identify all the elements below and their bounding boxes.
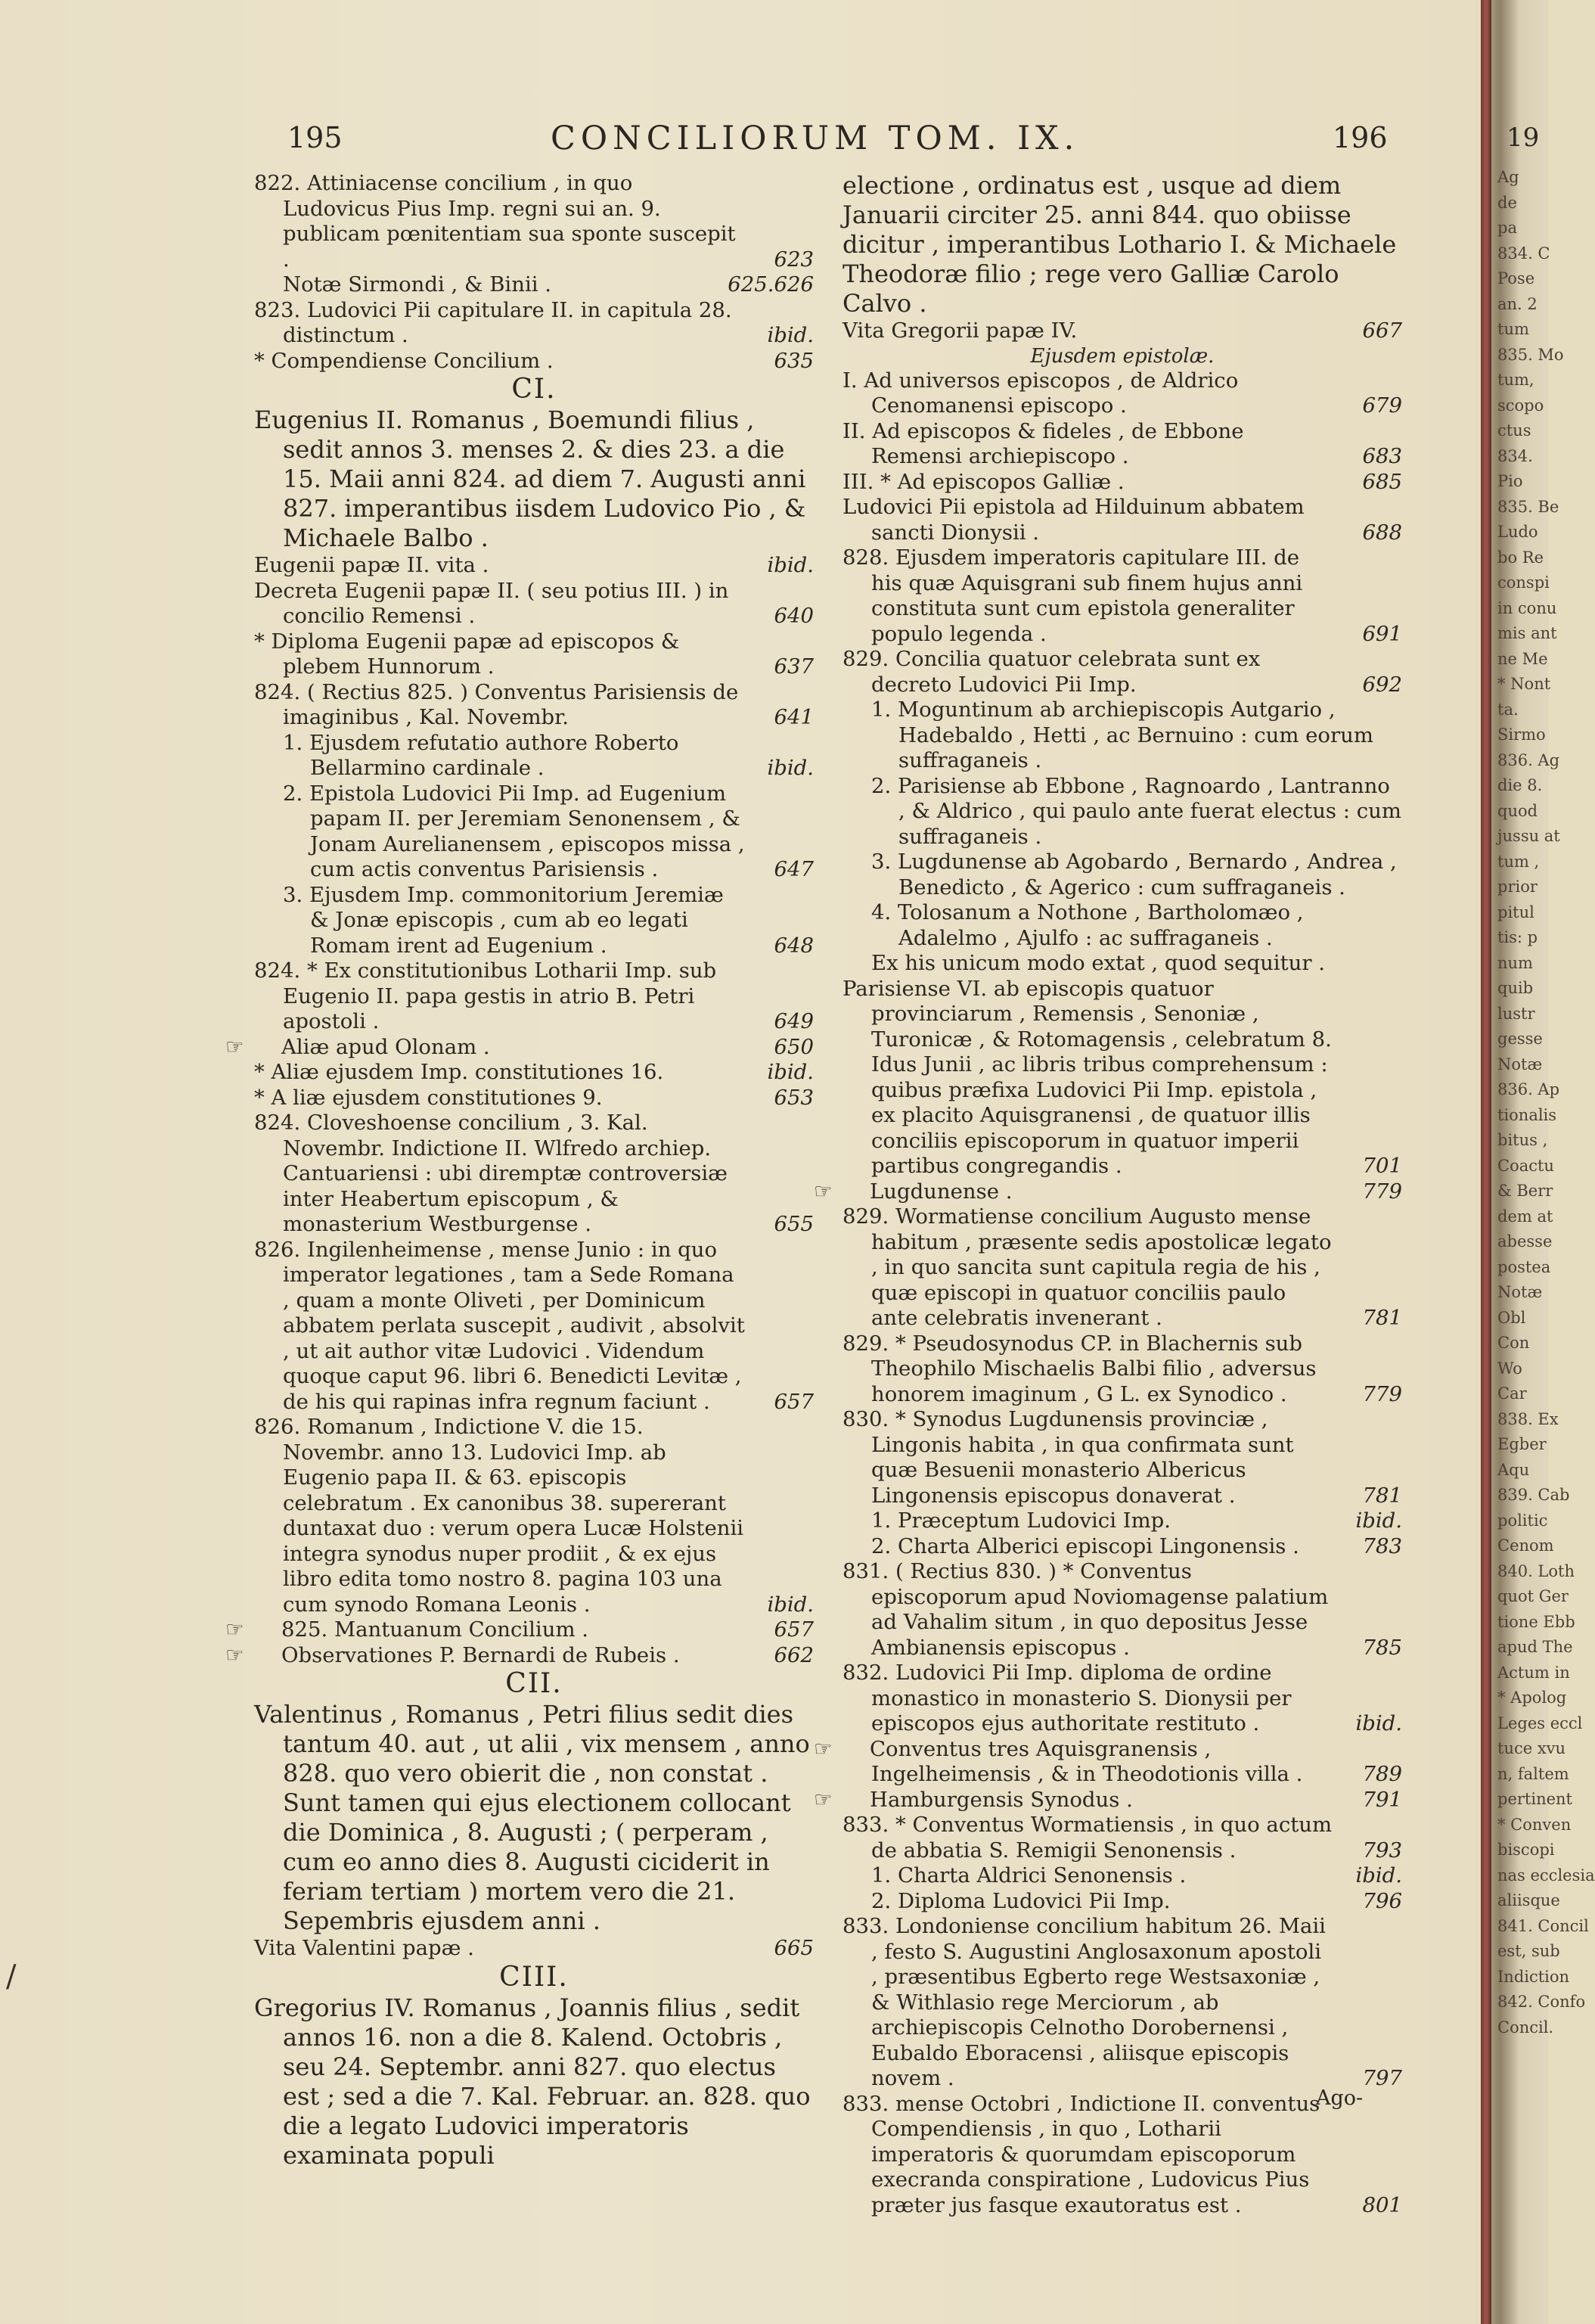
fold-line: tum [1497,320,1529,338]
pointing-hand-icon: ☞ [814,1179,833,1204]
index-entry [842,1813,1402,1863]
page-reference: 701 [1362,1154,1402,1178]
fold-line: bitus , [1497,1131,1548,1149]
fold-line: Indiction [1497,1967,1570,1986]
index-entry [842,1407,1402,1508]
entry-text: * Compendiense Concilium . [254,348,554,373]
entry-text: 833. mense Octobri , Indictione II. conventus Compendiensis , in quo , Lotharii imperatoris & quorumdam episcoporum execranda conspiratione , Ludovicus Pius præter jus fasque exautoratus est . [842,2091,1320,2217]
entry-text: Vita Valentini papæ . [254,1936,474,1960]
page-reference: 685 [1362,469,1402,494]
fold-line: 841. Concil [1497,1916,1589,1935]
index-entry [254,298,814,349]
index-entry [814,1179,1402,1205]
index-entry [842,470,1402,496]
pointing-hand-icon: ☞ [225,1642,244,1667]
left-page-number: 195 [287,121,343,154]
index-entry [254,1111,814,1238]
index-entry [842,495,1402,545]
page-reference: 785 [1362,1635,1402,1660]
index-entry [842,368,1402,419]
fold-line: Con [1497,1334,1530,1352]
index-entry [842,1534,1402,1560]
page-reference: 781 [1362,1483,1402,1508]
fold-line: 836. Ap [1497,1080,1560,1098]
entry-text: Decreta Eugenii papæ II. ( seu potius III. ) in concilio Remensi . [254,578,729,628]
entry-text: 826. Ingilenheimense , mense Junio : in quo imperator legationes , tam a Sede Romana , quam a monte Oliveti , per Dominicum abbatem perlata suscepit , audivit , absolvit , ut ait author vitæ Ludovici . Videndum quoque caput 96. libri 6. Benedicti Levitæ , de his qui rapinas infra regnum faciunt . [254,1237,745,1414]
entry-text: 828. Ejusdem imperatoris capitulare III. de his quæ Aquisgrani sub finem hujus anni constituta sunt cum epistola generaliter populo legenda . [842,545,1303,646]
entry-text: 3. Ejusdem Imp. commonitorium Jeremiæ & Jonæ episcopis , cum ab eo legati Romam irent ad Eugenium . [283,882,724,958]
index-entry [842,951,1402,977]
pointing-hand-icon: ☞ [225,1034,244,1059]
entry-text: 822. Attiniacense concilium , in quo Ludovicus Pius Imp. regni sui an. 9. publicam pœnitentiam sua sponte suscepit . [254,171,736,272]
page-reference: 640 [774,604,814,628]
page-reference: 662 [774,1642,814,1667]
index-entry [254,349,814,374]
fold-line: ta. [1497,700,1519,719]
index-entry [842,1508,1402,1534]
index-entry [842,1331,1402,1408]
index-entry [254,958,814,1035]
fold-line: gesse [1497,1030,1543,1048]
entry-text: 829. * Pseudosynodus CP. in Blachernis sub Theophilo Mischaelis Balbi filio , adversus honorem imaginum , G L. ex Synodico . [842,1331,1317,1406]
entry-text: * Diploma Eugenii papæ ad episcopos & plebem Hunnorum . [254,629,680,679]
page-reference: ibid. [1355,1508,1402,1533]
page-reference: 665 [774,1936,814,1960]
pointing-hand-icon: ☞ [814,1787,833,1812]
right-column [814,171,1402,2218]
fold-line: Concil. [1497,2018,1554,2037]
entry-text: 823. Ludovici Pii capitulare II. in capitula 28. distinctum . [254,297,732,347]
fold-line: mis ant [1497,624,1557,642]
index-entry [842,698,1402,774]
entry-text: II. Ad episcopos & fideles , de Ebbone Remensi archiepiscopo . [842,418,1244,468]
entry-text: 831. ( Rectius 830. ) * Conventus episcoporum apud Noviomagense palatium ad Vahalim situm , in quo depositus Jesse Ambianensis episcopus . [842,1559,1329,1660]
running-title: CONCILIORUM TOM. IX. [551,120,1080,157]
fold-line: 834. [1497,446,1533,465]
page-reference: 783 [1362,1533,1402,1558]
entry-text: 829. Concilia quatuor celebrata sunt ex decreto Ludovici Pii Imp. [842,647,1261,697]
page-reference: 641 [774,705,814,729]
index-entry [254,1086,814,1111]
index-entry [842,977,1402,1179]
fold-line: aliisque [1497,1891,1560,1909]
page-reference: 623 [774,247,814,272]
fold-line: Ag [1497,168,1519,186]
fold-line: 835. Be [1497,497,1559,516]
fold-text [1497,165,1595,2040]
pope-number-heading: CI. [511,374,557,405]
index-entry [842,545,1402,647]
fold-line: Coactu [1497,1156,1554,1175]
index-entry [842,647,1402,698]
fold-line: postea [1497,1257,1551,1276]
fold-page-number: 19 [1507,123,1540,153]
margin-mark: / [6,1959,17,1994]
page-reference: 650 [774,1034,814,1059]
fold-line: apud The [1497,1638,1573,1656]
page-reference: ibid. [767,323,814,347]
fold-line: Car [1497,1384,1527,1403]
pointing-hand-icon: ☞ [225,1617,244,1642]
entry-text: * A liæ ejusdem constitutiones 9. [254,1085,603,1110]
page-reference: ibid. [767,756,814,780]
index-entry [254,680,814,731]
index-entry [842,900,1402,951]
fold-line: quot Ger [1497,1587,1569,1605]
fold-line: abesse [1497,1232,1553,1251]
pope-biography: Eugenius II. Romanus , Boemundi filius , sedit annos 3. menses 2. & dies 23. a die 15. Maii anni 824. ad diem 7. Augusti anni 827. imperantibus iisdem Ludovico Pio , & Michaele Balbo . [254,405,806,552]
fold-line: Cenom [1497,1536,1554,1555]
index-entry [842,850,1402,900]
fold-line: tuce xvu [1497,1739,1566,1757]
entry-text: 826. Romanum , Indictione V. die 15. Novembr. anno 13. Ludovici Imp. ab Eugenio papa II. & 63. episcopis celebratum . Ex canonibus 38. supererant duntaxat duo : verum opera Lucæ Holstenii integra synodus nuper prodiit , & ex ejus libro edita tomo nostro 8. pagina 103 una cum synodo Romana Leonis . [254,1415,744,1617]
fold-line: in conu [1497,598,1557,617]
fold-line: Pose [1497,269,1535,287]
fold-line: tum, [1497,371,1534,389]
section-subheading: Ejusdem epistolæ. [1030,344,1215,368]
fold-line: num [1497,953,1533,972]
entry-text: 2. Parisiense ab Ebbone , Ragnoardo , Lantranno , & Aldrico , qui paulo ante fuerat electus : cum suffraganeis . [871,773,1401,849]
page-reference: 647 [774,857,814,881]
fold-line: bo Re [1497,548,1544,567]
entry-text: Ludovici Pii epistola ad Hilduinum abbatem sancti Dionysii . [842,495,1305,545]
fold-line: * Apolog [1497,1689,1567,1707]
fold-line: scopo [1497,396,1544,415]
index-entry [254,731,814,781]
fold-line: & Berr [1497,1182,1553,1200]
fold-line: Aqu [1497,1460,1530,1479]
fold-line: Leges eccl [1497,1713,1583,1732]
fold-line: de [1497,193,1517,212]
entry-text: ☞ Conventus tres Aquisgranensis , Ingelheimensis , & in Theodotionis villa . [814,1736,1303,1786]
pope-number-heading: CII. [505,1668,563,1699]
page-reference: 796 [1362,1888,1402,1913]
index-entry [254,883,814,959]
entry-text: 2. Epistola Ludovici Pii Imp. ad Eugenium papam II. per Jeremiam Senonensem , & Jonam Aurelianensem , episcopos missa , cum actis conventus Parisiensis . [283,781,745,881]
page-reference: ibid. [767,1060,814,1084]
entry-text: 829. Wormatiense concilium Augusto mense habitum , præsente sedis apostolicæ legato , in quo sancita sunt capitula regia de his , quæ episcopi in quatuor conciliis paulo ante celebratis invenerant . [842,1204,1332,1330]
entry-text: 3. Lugdunense ab Agobardo , Bernardo , Andrea , Benedicto , & Agerico : cum suffraganeis . [871,850,1397,899]
fold-line: 840. Loth [1497,1561,1575,1580]
entry-text: 824. ( Rectius 825. ) Conventus Parisiensis de imaginibus , Kal. Novembr. [254,679,739,729]
index-entry [814,1787,1402,1813]
catchword: Ago- [1316,2086,1364,2110]
entry-text: 4. Tolosanum a Nothone , Bartholomæo , Adalelmo , Ajulfo : ac suffraganeis . [871,900,1304,950]
entry-text: Vita Gregorii papæ IV. [842,318,1078,343]
page-reference: 781 [1362,1306,1402,1330]
fold-line: tum , [1497,852,1540,871]
fold-line: Pio [1497,472,1523,490]
page-reference: 655 [774,1212,814,1236]
fold-line: 839. Cab [1497,1486,1570,1504]
index-entry [842,318,1402,344]
entry-text: 2. Diploma Ludovici Pii Imp. [871,1888,1171,1913]
fold-line: Egber [1497,1435,1547,1453]
fold-line: pertinent [1497,1790,1572,1808]
page-reference: 637 [774,654,814,679]
index-entry [814,1736,1402,1788]
entry-text: Ex his unicum modo extat , quod sequitur . [871,951,1325,975]
fold-line: Sirmo [1497,725,1546,744]
pope-biography-continued: electione , ordinatus est , usque ad diem Januarii circiter 25. anni 844. quo obiisse dicitur , imperantibus Lothario I. & Michaele Theodoræ filio ; rege vero Galliæ Carolo Calvo . [842,171,1397,318]
page-reference: 791 [1362,1787,1402,1812]
fold-line: quod [1497,801,1538,820]
entry-text: 1. Moguntinum ab archiepiscopis Autgario , Hadebaldo , Hetti , ac Bernuino : cum eorum suffraganeis . [871,698,1373,772]
page-reference: 657 [774,1617,814,1642]
index-entry [842,419,1402,470]
pope-biography: Valentinus , Romanus , Petri filius sedit dies tantum 40. aut , ut alii , vix mensem , anno 828. quo vero obierit die , non constat . Sunt tamen qui ejus electionem collocant die Dominica , 8. Augusti ; ( perperam , cum eo anno dies 8. Augusti ciciderit in feriam tertiam ) mortem vero die 21. Sepembris ejusdem anni . [254,1700,810,1935]
fold-line: die 8. [1497,776,1543,794]
index-entry [254,1936,814,1962]
index-entry [842,774,1402,850]
fold-line: politic [1497,1511,1548,1530]
fold-line: jussu at [1497,827,1560,845]
entry-text: * Aliæ ejusdem Imp. constitutiones 16. [254,1060,664,1084]
fold-line: prior [1497,878,1538,896]
left-column [225,171,814,2170]
entry-text: 833. Londoniense concilium habitum 26. Maii , festo S. Augustini Anglosaxonum apostoli , præsentibus Egberto rege Westsaxoniæ , & Withlasio rege Merciorum , ab archiepiscopis Celnotho Dorobernensi , Eubaldo Eboracensi , aliisque episcopis novem . [842,1914,1326,2090]
index-entry [842,1863,1402,1889]
entry-text: ☞ Aliæ apud Olonam . [225,1034,490,1059]
entry-text: Parisiense VI. ab episcopis quatuor provinciarum , Remensis , Senoniæ , Turonicæ , & Rotomagensis , celebratum 8. Idus Junii , ac libris tribus comprehensum : quibus præfixa Ludovici Pii Imp. epistola , ex placito Aquisgranensi , de quatuor illis conciliis episcoporum in quatuor imperii partibus congregandis . [842,976,1332,1178]
pointing-hand-icon: ☞ [814,1736,833,1761]
entry-text: 833. * Conventus Wormatiensis , in quo actum de abbatia S. Remigii Senonensis . [842,1813,1333,1863]
entry-text: I. Ad universos episcopos , de Aldrico Cenomanensi episcopo . [842,368,1239,418]
page-reference: 635 [774,348,814,373]
fold-line: lustr [1497,1004,1535,1023]
page-reference: 648 [774,933,814,958]
fold-line: dem at [1497,1207,1553,1226]
entry-text: ☞ Lugdunense . [814,1179,1013,1204]
page-reference: ibid. [767,1592,814,1617]
index-entry [842,1889,1402,1915]
pope-number-heading: CIII. [499,1961,569,1993]
fold-line: Notæ [1497,1055,1543,1073]
index-entry [254,1238,814,1415]
index-entry [254,1415,814,1617]
page-reference: 649 [774,1009,814,1033]
page-reference: 625.626 [728,272,814,297]
fold-line: an. 2 [1497,294,1538,313]
fold-line: tionalis [1497,1105,1557,1124]
page-reference: 691 [1362,621,1402,646]
index-entry [254,1060,814,1086]
page-reference: ibid. [767,553,814,577]
index-entry [225,1642,814,1669]
page-reference: 793 [1362,1838,1402,1863]
index-entry [842,1204,1402,1331]
fold-line: Obl [1497,1308,1526,1327]
index-entry [842,2092,1402,2219]
fold-line: Actum in [1497,1663,1570,1682]
fold-line: Wo [1497,1359,1522,1378]
page-reference: 679 [1362,393,1402,418]
index-entry [254,629,814,680]
index-entry [842,1914,1402,2092]
index-entry [225,1617,814,1643]
page-reference: ibid. [1355,1711,1402,1735]
index-entry [254,553,814,579]
fold-line: pa [1497,219,1517,237]
index-entry [842,1559,1402,1661]
pope-biography: Gregorius IV. Romanus , Joannis filius , sedit annos 16. non a die 8. Kalend. Octobris , seu 24. Septembr. anni 827. quo electus est ; sed a die 7. Kal. Februar. an. 828. quo die a legato Ludovici imperatoris examinata populi [254,1993,811,2170]
adjacent-page-fold [1484,0,1595,2324]
page-reference: 657 [774,1389,814,1414]
entry-text: 1. Charta Aldrici Senonensis . [871,1863,1187,1887]
fold-line: 842. Confo [1497,1993,1586,2011]
page-reference: 653 [774,1085,814,1110]
entry-text: 832. Ludovici Pii Imp. diploma de ordine monastico in monasterio S. Dionysii per episcopos ejus authoritate restituto . [842,1661,1292,1735]
entry-text: Eugenii papæ II. vita . [254,553,489,577]
page-reference: 683 [1362,444,1402,468]
right-page-number: 196 [1333,121,1388,154]
page-edge [1481,0,1491,2324]
fold-line: 836. Ag [1497,750,1560,769]
fold-line: * Conven [1497,1815,1572,1834]
fold-line: 834. C [1497,244,1550,263]
fold-line: 835. Mo [1497,345,1564,364]
index-entry [842,1661,1402,1737]
page-reference: 688 [1362,520,1402,545]
page-reference: 779 [1362,1381,1402,1406]
page-reference: 797 [1362,2066,1402,2090]
entry-text: ☞ Hamburgensis Synodus . [814,1787,1133,1812]
entry-text: 2. Charta Alberici episcopi Lingonensis . [871,1533,1299,1558]
fold-line: Notæ [1497,1283,1543,1301]
fold-line: n, faltem [1497,1764,1569,1783]
entry-text: 824. Cloveshoense concilium , 3. Kal. Novembr. Indictione II. Wlfredo archiep. Cantuariensi : ubi diremptæ controversiæ inter Heabertum episcopum , & monasterium Westburgense . [254,1111,728,1236]
index-entry [254,171,814,272]
fold-line: biscopi [1497,1841,1555,1859]
entry-text: ☞ 825. Mantuanum Concilium . [225,1617,589,1642]
page-reference: 667 [1362,318,1402,343]
entry-text: III. * Ad episcopos Galliæ . [842,469,1125,494]
fold-line: tione Ebb [1497,1612,1575,1631]
fold-line: ctus [1497,421,1531,440]
page-reference: ibid. [1355,1863,1402,1887]
index-entry [254,781,814,883]
page-reference: 801 [1362,2192,1402,2217]
index-entry [225,1034,814,1061]
index-entry [254,579,814,629]
page-reference: 789 [1362,1762,1402,1786]
entry-text: 824. * Ex constitutionibus Lotharii Imp. sub Eugenio II. papa gestis in atrio B. Petri apostoli . [254,958,717,1033]
fold-line: ne Me [1497,649,1548,668]
entry-text: Notæ Sirmondi , & Binii . [283,272,552,297]
entry-text: 1. Præceptum Ludovici Imp. [871,1508,1171,1533]
fold-line: * Nont [1497,675,1551,693]
fold-line: Ludo [1497,523,1538,541]
entry-text: ☞ Observationes P. Bernardi de Rubeis . [225,1642,680,1667]
fold-line: conspi [1497,573,1550,592]
fold-line: nas ecclesia [1497,1866,1595,1884]
fold-line: pitul [1497,903,1534,921]
entry-text: 830. * Synodus Lugdunensis provinciæ , Lingonis habita , in qua confirmata sunt quæ Besuenii monasterio Albericus Lingonensis episcopus donaverat . [842,1407,1294,1508]
page-reference: 779 [1362,1179,1402,1204]
fold-line: quib [1497,979,1534,997]
entry-text: 1. Ejusdem refutatio authore Roberto Bellarmino cardinale . [283,730,679,780]
fold-line: tis: p [1497,928,1538,946]
fold-line: est, sub [1497,1942,1560,1960]
fold-line: 838. Ex [1497,1409,1559,1428]
page-reference: 692 [1362,672,1402,697]
index-entry [254,272,814,298]
